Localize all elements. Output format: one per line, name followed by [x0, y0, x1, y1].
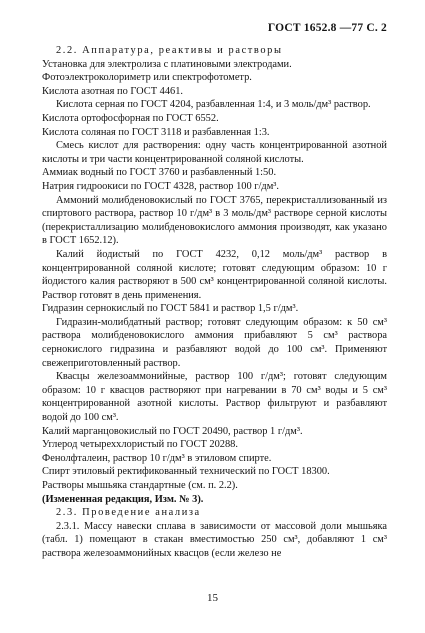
paragraph: Гидразин сернокислый по ГОСТ 5841 и раствор 1,5 г/дм³. [42, 303, 299, 315]
section-heading: 2.2. Аппаратура, реактивы и растворы [56, 45, 283, 56]
paragraph: Кислота ортофосфорная по ГОСТ 6552. [42, 112, 219, 124]
revision-note: (Измененная редакция, Изм. № 3). [42, 493, 204, 505]
page-number: 15 [207, 592, 218, 604]
paragraph: Спирт этиловый ректификованный технический по ГОСТ 18300. [42, 466, 330, 478]
paragraph: Фотоэлектроколориметр или спектрофотометр. [42, 72, 252, 84]
paragraph: Установка для электролиза с платиновыми электродами. [42, 58, 292, 70]
paragraph: Растворы мышьяка стандартные (см. п. 2.2). [42, 480, 238, 491]
paragraph: Калий марганцовокислый по ГОСТ 20490, раствор 1 г/дм³. [42, 425, 303, 437]
paragraph: Кислота серная по ГОСТ 4204, разбавленная 1:4, и 3 моль/дм³ раствор. [56, 99, 371, 111]
page-header: ГОСТ 1652.8 —77 С. 2 [267, 22, 387, 34]
paragraph: Кислота азотная по ГОСТ 4461. [42, 85, 184, 97]
paragraph: Гидразин-молибдатный раствор; готовят следующим образом: к 50 см³ раствора молибденовокислого аммония прибавляют 5 см³ раствора сернокислого гидразина и разбавляют водой до 100 см³. Применяют свежеприготовленный раствор. [42, 316, 387, 369]
paragraph: Квасцы железоаммонийные, раствор 100 г/дм³; готовят следующим образом: 10 г квасцов растворяют при нагревании в 70 см³ воды и 5 см³ концентрированной азотной кислоты. Раствор фильтруют и разбавляют водой до 100 см³. [42, 371, 387, 424]
paragraph: Аммиак водный по ГОСТ 3760 и разбавленный 1:50. [42, 167, 277, 179]
paragraph: Фенолфталеин, раствор 10 г/дм³ в этиловом спирте. [42, 452, 272, 464]
paragraph: Кислота соляная по ГОСТ 3118 и разбавленная 1:3. [42, 126, 270, 138]
document-body [42, 44, 387, 561]
section-heading: 2.3. Проведение анализа [56, 507, 201, 519]
paragraph: Смесь кислот для растворения: одну часть концентрированной азотной кислоты и три части концентрированной соляной кислоты. [42, 140, 387, 165]
paragraph: Аммоний молибденовокислый по ГОСТ 3765, перекристаллизованный из спиртового раствора, раствор 10 г/дм³ в 3 моль/дм³ растворе серной кислоты (перекристаллизацию молибденовокислого аммония производят, как указано в ГОСТ 1652.12). [42, 194, 387, 247]
paragraph: Натрия гидроокиси по ГОСТ 4328, раствор 100 г/дм³. [42, 180, 279, 192]
paragraph: Углерод четыреххлористый по ГОСТ 20288. [42, 439, 238, 451]
paragraph: 2.3.1. Массу навески сплава в зависимости от массовой доли мышьяка (табл. 1) помещают в стакан вместимостью 250 см³, добавляют 1 см³ раствора железоаммонийных квасцов (если железо не [42, 520, 387, 559]
paragraph: Калий йодистый по ГОСТ 4232, 0,12 моль/дм³ раствор в концентрированной соляной кислоте; готовят следующим образом: 10 г йодистого калия растворяют в 500 см³ концентрированной соляной кислоты. Раствор готовят в день применения. [42, 248, 387, 301]
